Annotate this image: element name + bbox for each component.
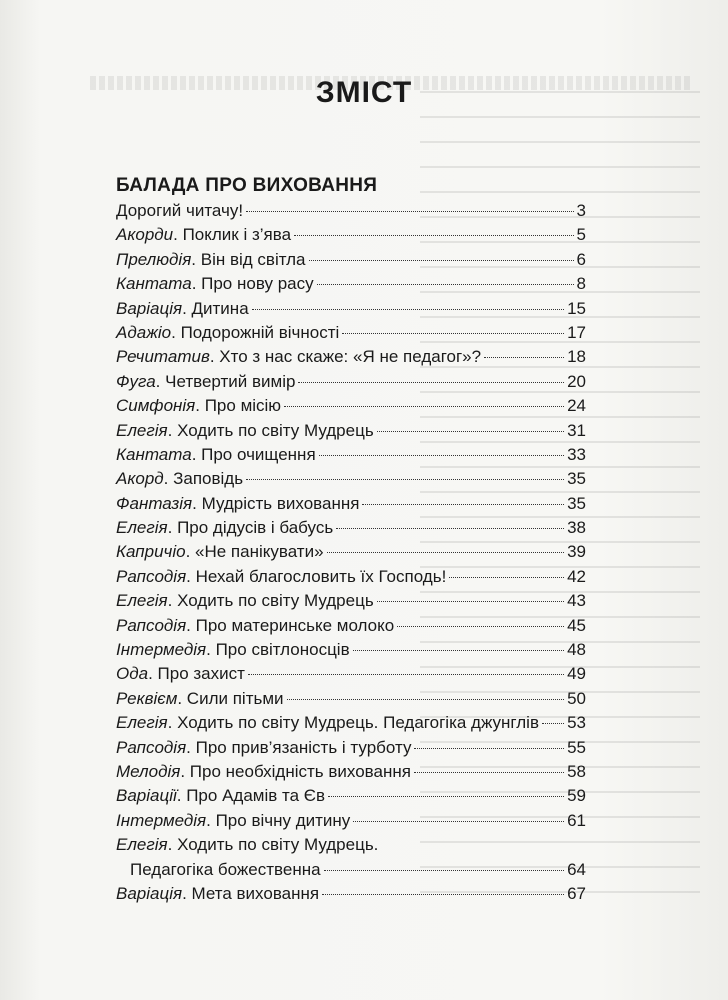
toc-entry-page: 38: [567, 518, 586, 538]
toc-entry-title: [116, 711, 539, 735]
toc-entry-genre: Реквієм: [116, 688, 178, 708]
toc-entry: [116, 272, 586, 296]
toc-entry-genre: Елегія: [116, 420, 168, 440]
dot-leader: [397, 626, 564, 627]
toc-entry-page: 61: [567, 810, 586, 830]
toc-entry-text: . Про необхідність виховання: [180, 761, 411, 781]
dot-leader: [353, 650, 564, 651]
toc-entry: [116, 199, 586, 223]
toc-entry-genre: Акорди: [116, 225, 174, 245]
toc-entry-text: . Про очищення: [191, 444, 316, 464]
toc-entry-genre: Елегія: [116, 518, 168, 538]
toc-entry-title: [116, 687, 284, 711]
toc-entry-page: 5: [576, 225, 586, 245]
toc-entry-text: . Він від світла: [191, 249, 306, 269]
toc-entry-title: [116, 809, 350, 833]
dot-leader: [248, 674, 564, 675]
toc-entry-page: 15: [567, 298, 586, 318]
toc-entry-page: 48: [567, 640, 586, 660]
toc-entry-title: [116, 223, 291, 247]
toc-entry-title: [116, 370, 295, 394]
toc-entry: [116, 297, 586, 321]
toc-entry-page: 24: [567, 396, 586, 416]
toc-entry-genre: Елегія: [116, 713, 168, 733]
toc-entry-page: 39: [567, 542, 586, 562]
toc-entry: [116, 394, 586, 418]
toc-entry: [116, 492, 586, 516]
toc-entry: [116, 833, 586, 857]
toc-entry: [116, 467, 586, 491]
toc-entry: [116, 516, 586, 540]
toc-entry-title: [116, 760, 411, 784]
toc-entry-genre: Інтермедія: [116, 640, 207, 660]
dot-leader: [484, 357, 564, 358]
dot-leader: [322, 894, 564, 895]
toc-entry: [116, 687, 586, 711]
toc-entry: [116, 662, 586, 686]
toc-entry-title: [116, 540, 324, 564]
dot-leader: [324, 870, 565, 871]
toc-entry-genre: Кантата: [116, 444, 192, 464]
toc-entry-text: . Мета виховання: [182, 883, 320, 903]
toc-entry-page: 31: [567, 420, 586, 440]
dot-leader: [336, 528, 564, 529]
toc-entry-genre: Рапсодія: [116, 566, 187, 586]
toc-entry-page: 42: [567, 566, 586, 586]
toc-entry-text: . Мудрість виховання: [192, 493, 360, 513]
toc-entry-text: . Про прив’язаність і турботу: [186, 737, 412, 757]
toc-entry-title: [116, 638, 350, 662]
toc-entry-genre: Елегія: [116, 835, 168, 855]
toc-entry: [116, 858, 586, 882]
toc-entry-genre: Кантата: [116, 274, 192, 294]
toc-entry-text: . Ходить по світу Мудрець: [167, 420, 374, 440]
toc-entry-title: [116, 833, 378, 857]
toc-entry-text: . Про дідусів і бабусь: [167, 518, 334, 538]
dot-leader: [252, 309, 564, 310]
toc-entry-title: [116, 248, 306, 272]
toc-entry-title: [116, 345, 481, 369]
dot-leader: [362, 504, 564, 505]
toc-entry-page: 67: [567, 883, 586, 903]
toc-entry: [116, 614, 586, 638]
toc-entry-text: . Ходить по світу Мудрець. Педагогіка джунглів: [167, 713, 539, 733]
toc-entry: [116, 345, 586, 369]
toc-entry-title: [116, 297, 249, 321]
toc-entry-page: 43: [567, 591, 586, 611]
toc-entry: [116, 443, 586, 467]
dot-leader: [377, 601, 564, 602]
toc-entry-text: . Про материнське молоко: [186, 615, 395, 635]
toc-entry-text: Дорогий читачу!: [116, 201, 244, 220]
toc-entry-genre: Рапсодія: [116, 737, 187, 757]
toc-entry-text: . Поклик і з’ява: [173, 225, 292, 245]
toc-entry-text: . Про вічну дитину: [206, 810, 351, 830]
toc-entry: [116, 321, 586, 345]
toc-entry-title: [116, 614, 394, 638]
toc-entry-title: [116, 443, 316, 467]
dot-leader: [542, 723, 564, 724]
toc-entry-text: . Нехай благословить їх Господь!: [186, 566, 447, 586]
toc-entry-text: . Заповідь: [163, 469, 244, 489]
toc-entry-text: . Сили пітьми: [177, 688, 284, 708]
toc-entry-title: [116, 321, 339, 345]
toc-entry-genre: Фантазія: [116, 493, 193, 513]
toc-entry-text: . Четвертий вимір: [155, 371, 296, 391]
dot-leader: [287, 699, 565, 700]
toc-entry-page: 35: [567, 493, 586, 513]
toc-entry-title: [116, 394, 281, 418]
toc-entry: [116, 223, 586, 247]
toc-entry-page: 64: [567, 859, 586, 879]
toc-entry-genre: Адажіо: [116, 322, 172, 342]
toc-entry-title: [116, 565, 446, 589]
dot-leader: [328, 796, 564, 797]
toc-entry-genre: Капричіо: [116, 542, 186, 562]
toc-entry: [116, 589, 586, 613]
toc-entry-page: 3: [576, 201, 586, 220]
toc-entry-text: . Про Адамів та Єв: [176, 786, 326, 806]
toc-entry-text: . Про місію: [195, 396, 282, 416]
toc-entry-genre: Мелодія: [116, 761, 181, 781]
toc-entry: [116, 370, 586, 394]
toc-entry-title: [116, 199, 243, 223]
dot-leader: [298, 382, 564, 383]
dot-leader: [414, 772, 564, 773]
toc-entry-text: . Про захист: [148, 664, 245, 684]
toc-entry-text: . Про нову расу: [191, 274, 314, 294]
page-title: ЗМІСТ: [315, 76, 413, 109]
toc-entry-page: 50: [567, 688, 586, 708]
toc-entry-genre: Акорд: [116, 469, 164, 489]
toc-entry-genre: Фуга: [116, 371, 156, 391]
toc-entry: [116, 784, 586, 808]
toc-entry-page: 17: [567, 322, 586, 342]
toc-entry-genre: Прелюдія: [116, 249, 192, 269]
toc-entry-text: . Дитина: [182, 298, 249, 318]
dot-leader: [319, 455, 564, 456]
dot-leader: [309, 260, 574, 261]
section-heading: БАЛАДА ПРО ВИХОВАННЯ: [116, 175, 378, 196]
dot-leader: [353, 821, 564, 822]
toc-entry: [116, 711, 586, 735]
dot-leader: [317, 284, 574, 285]
toc-entry-page: 35: [567, 469, 586, 489]
toc-entry-text: . Ходить по світу Мудрець: [167, 591, 374, 611]
toc-entry-page: 49: [567, 664, 586, 684]
toc-entry: [116, 638, 586, 662]
toc-entry-page: 33: [567, 444, 586, 464]
toc-entry-page: 59: [567, 786, 586, 806]
toc-entry-genre: Інтермедія: [116, 810, 207, 830]
toc-entry-title: [116, 589, 374, 613]
toc-entry: [116, 882, 586, 906]
toc-entry-text: . «Не панікувати»: [185, 542, 324, 562]
toc-entry: [116, 809, 586, 833]
dot-leader: [246, 479, 564, 480]
dot-leader: [246, 211, 573, 212]
toc-entry-genre: Ода: [116, 664, 149, 684]
toc-entry-text: . Подорожній вічності: [171, 322, 340, 342]
toc-entry-text: . Хто з нас скаже: «Я не педагог»?: [209, 347, 482, 367]
toc-entry-page: 6: [576, 249, 586, 269]
toc-entry-genre: Варіація: [116, 883, 183, 903]
toc-entry-genre: Рапсодія: [116, 615, 187, 635]
toc-entry-text: . Про світлоносців: [206, 640, 350, 660]
toc-entry-page: 18: [567, 347, 586, 367]
toc-entry-title: [116, 662, 245, 686]
toc-entry-text: . Ходить по світу Мудрець.: [167, 835, 379, 855]
toc-entry-title: [116, 419, 374, 443]
toc-entry-text: Педагогіка божественна: [130, 859, 321, 879]
toc-entry-page: 8: [576, 274, 586, 294]
table-of-contents: [116, 199, 586, 906]
toc-entry-title: [116, 516, 333, 540]
toc-entry-title: [116, 492, 359, 516]
toc-entry-genre: Варіації: [116, 786, 177, 806]
toc-entry-page: 55: [567, 737, 586, 757]
toc-entry: [116, 760, 586, 784]
toc-entry-title: [116, 882, 319, 906]
dot-leader: [294, 235, 573, 236]
toc-entry-page: 58: [567, 761, 586, 781]
dot-leader: [449, 577, 564, 578]
toc-entry-page: 45: [567, 615, 586, 635]
toc-entry: [116, 419, 586, 443]
dot-leader: [377, 431, 564, 432]
dot-leader: [284, 406, 564, 407]
toc-entry: [116, 565, 586, 589]
toc-entry-genre: Симфонія: [116, 396, 196, 416]
toc-entry: [116, 248, 586, 272]
toc-entry-title: [130, 858, 321, 882]
toc-entry-page: 20: [567, 371, 586, 391]
toc-entry-title: [116, 736, 411, 760]
toc-entry-genre: Варіація: [116, 298, 183, 318]
dot-leader: [414, 748, 564, 749]
toc-entry-title: [116, 467, 243, 491]
dot-leader: [342, 333, 564, 334]
toc-entry-genre: Речитатив: [116, 347, 210, 367]
toc-entry-page: 53: [567, 713, 586, 733]
toc-entry: [116, 736, 586, 760]
toc-entry-genre: Елегія: [116, 591, 168, 611]
toc-entry-title: [116, 272, 314, 296]
toc-entry-title: [116, 784, 325, 808]
toc-entry: [116, 540, 586, 564]
dot-leader: [327, 552, 565, 553]
